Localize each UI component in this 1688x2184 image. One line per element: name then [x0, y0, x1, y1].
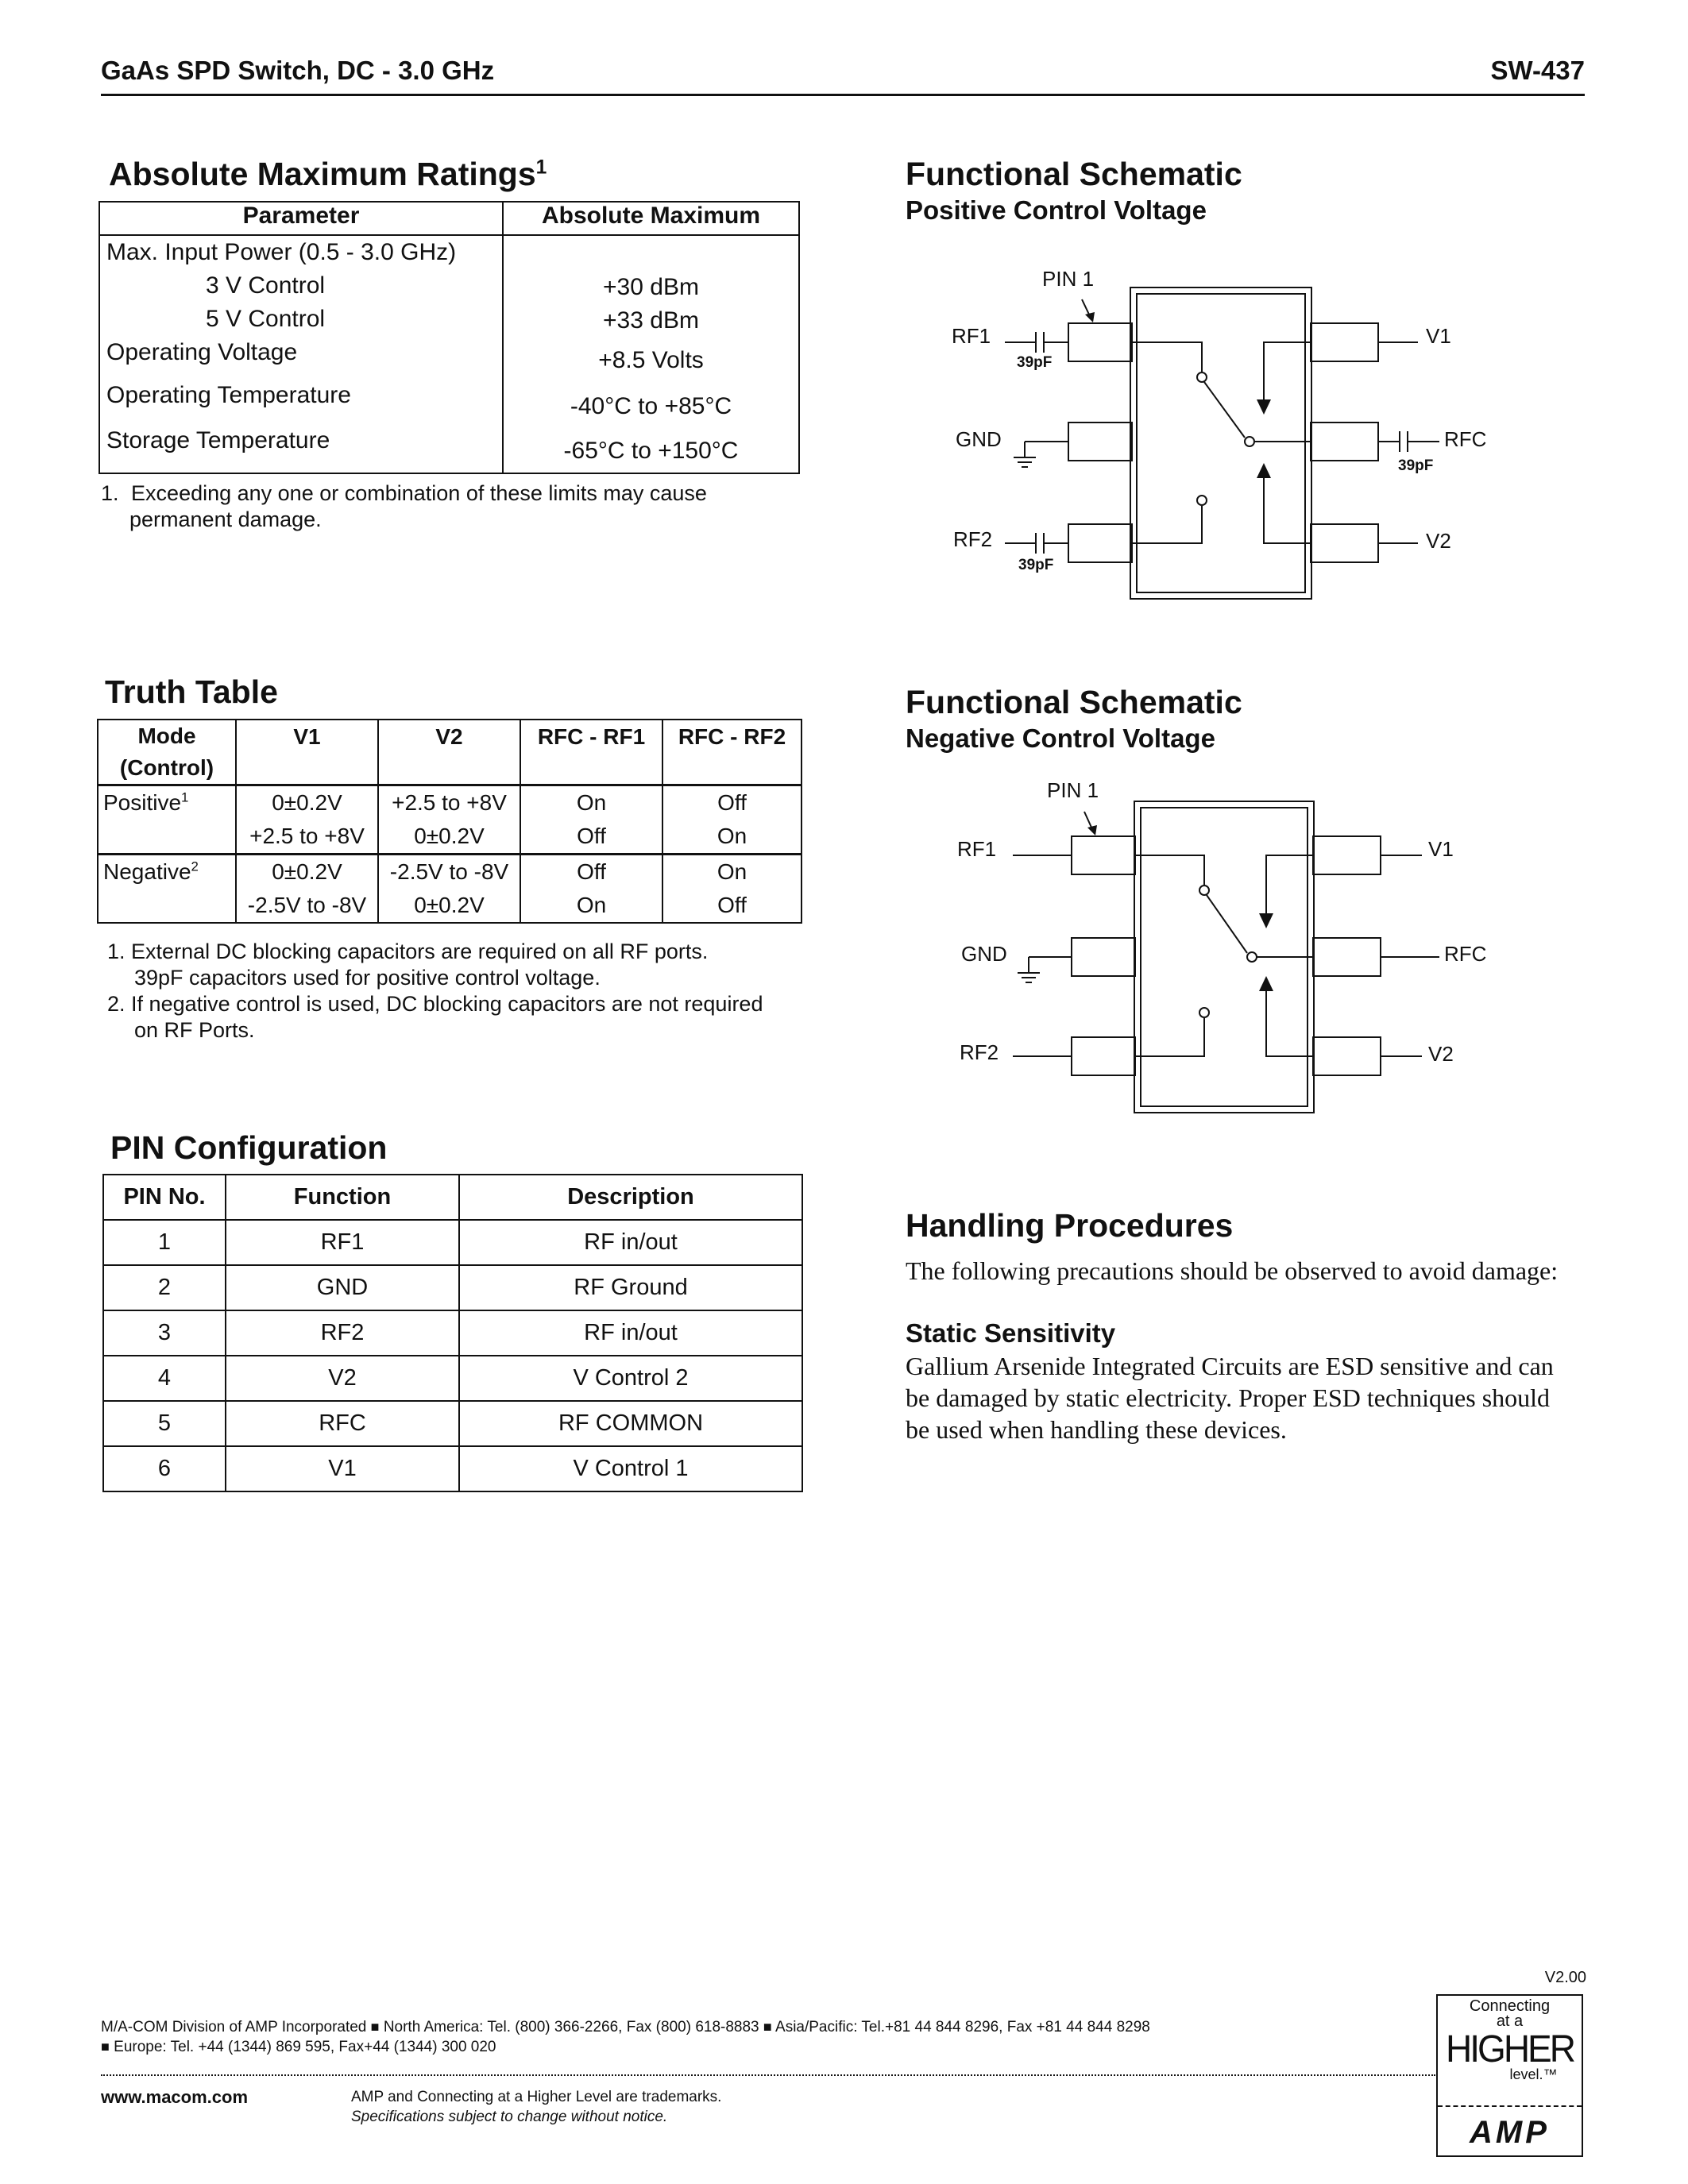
schematic-positive-subtitle: Positive Control Voltage [906, 195, 1207, 225]
pin-cell-no: 6 [103, 1446, 226, 1491]
handling-title: Handling Procedures [906, 1207, 1234, 1244]
amr-title-text: Absolute Maximum Ratings [109, 156, 536, 192]
amr-footnote-num: 1. [101, 481, 119, 505]
truth-cell: Off [662, 889, 802, 923]
footer-contacts [101, 2017, 1150, 2057]
footer-europe: Europe: Tel. +44 (1344) 869 595, Fax+44 (1344) 300 020 [114, 2039, 496, 2055]
truth-cell: +2.5 to +8V [236, 820, 378, 855]
truth-cell: On [662, 855, 802, 889]
schematic-pos-v1-label: V1 [1426, 324, 1451, 348]
truth-cell: 0±0.2V [378, 889, 520, 923]
truth-table-title: Truth Table [105, 673, 278, 710]
amr-param: Operating Temperature [106, 382, 351, 408]
footer-divider [101, 2074, 1435, 2076]
pin-cell-no: 5 [103, 1401, 226, 1446]
truth-cell: -2.5V to -8V [378, 855, 520, 889]
pin-header-no: PIN No. [103, 1175, 226, 1220]
amr-param: 5 V Control [206, 306, 326, 332]
truth-mode-sup: 2 [191, 859, 199, 874]
truth-note-text: External DC blocking capacitors are required on all RF ports. [131, 940, 709, 963]
pin-cell-no: 4 [103, 1356, 226, 1401]
bullet-icon: ■ [101, 2039, 110, 2055]
table-row [103, 1220, 802, 1265]
table-row [103, 1446, 802, 1491]
table-row [103, 1401, 802, 1446]
logo-level-text: level.™ [1509, 2066, 1558, 2082]
part-number: SW-437 [1490, 56, 1585, 85]
pin-cell-function: V1 [226, 1446, 459, 1491]
truth-cell: Off [520, 820, 662, 855]
truth-note-num: 2. [107, 992, 126, 1016]
pin-cell-description: RF in/out [459, 1220, 802, 1265]
truth-cell: -2.5V to -8V [236, 889, 378, 923]
truth-note-text: 39pF capacitors used for positive control voltage. [134, 966, 601, 990]
handling-intro: The following precautions should be observed to avoid damage: [906, 1256, 1559, 1285]
truth-cell: 0±0.2V [236, 785, 378, 820]
logo-ata-text: at a [1496, 2012, 1524, 2030]
truth-cell: Off [520, 855, 662, 889]
table-row [103, 1265, 802, 1310]
truth-header-v2: V2 [378, 720, 520, 785]
logo-higher-text: HIGHER [1446, 2026, 1574, 2070]
truth-header-mode-line: (Control) [119, 755, 214, 780]
schematic-pos-v2-label: V2 [1426, 529, 1451, 553]
amr-values-cell [503, 235, 799, 473]
amr-value: -65°C to +150°C [563, 438, 739, 464]
amp-logo-tagline [1438, 1996, 1582, 2105]
table-row [103, 1310, 802, 1356]
truth-header-v1: V1 [236, 720, 378, 785]
trademark-text: AMP and Connecting at a Higher Level are trademarks. [351, 2089, 722, 2105]
truth-mode-sup: 1 [181, 789, 189, 805]
bullet-icon: ■ [763, 2019, 772, 2035]
header-divider [101, 94, 1585, 96]
truth-cell: +2.5 to +8V [378, 785, 520, 820]
schematic-negative-diagram [937, 774, 1493, 1124]
pin-cell-function: RF1 [226, 1220, 459, 1265]
truth-footnotes [107, 939, 763, 1044]
schematic-pos-pin1-label: PIN 1 [1042, 267, 1095, 291]
schematic-neg-v1-label: V1 [1428, 837, 1454, 861]
truth-cell: Off [662, 785, 802, 820]
schematic-pos-rf1-label: RF1 [952, 324, 991, 348]
pin-cell-description: RF in/out [459, 1310, 802, 1356]
amr-param: Operating Voltage [106, 339, 298, 365]
pin-cell-description: V Control 1 [459, 1446, 802, 1491]
truth-mode-text: Negative [103, 859, 191, 884]
pin-cell-description: RF Ground [459, 1265, 802, 1310]
pin-config-title: PIN Configuration [110, 1129, 388, 1166]
truth-note-text: on RF Ports. [134, 1018, 255, 1042]
pin-header-function: Function [226, 1175, 459, 1220]
static-sensitivity-line: Gallium Arsenide Integrated Circuits are ESD sensitive and can [906, 1352, 1554, 1380]
truth-header-rf1: RFC - RF1 [520, 720, 662, 785]
schematic-positive-diagram [937, 262, 1493, 612]
pin-cell-function: GND [226, 1265, 459, 1310]
truth-cell: 0±0.2V [378, 820, 520, 855]
footer-north-america: North America: Tel. (800) 366-2266, Fax (800) 618-8883 [383, 2019, 759, 2035]
pin-cell-function: RFC [226, 1401, 459, 1446]
amr-param: Max. Input Power (0.5 - 3.0 GHz) [106, 239, 457, 265]
truth-cell: On [520, 785, 662, 820]
schematic-negative-title: Functional Schematic [906, 684, 1242, 720]
truth-header-rf2: RFC - RF2 [662, 720, 802, 785]
pin-cell-no: 3 [103, 1310, 226, 1356]
amr-value: -40°C to +85°C [570, 393, 732, 419]
schematic-neg-gnd-label: GND [961, 942, 1007, 966]
truth-mode-positive [98, 785, 236, 855]
truth-mode-text: Positive [103, 790, 182, 815]
truth-table [97, 719, 802, 924]
schematic-neg-rf1-label: RF1 [957, 837, 997, 861]
schematic-pos-cap-rf2: 39pF [1018, 557, 1054, 573]
logo-connecting-text: Connecting [1469, 1997, 1551, 2015]
truth-cell: 0±0.2V [236, 855, 378, 889]
pin-header-description: Description [459, 1175, 802, 1220]
schematic-pos-rfc-label: RFC [1444, 427, 1487, 451]
version-label: V2.00 [1544, 1969, 1586, 1986]
truth-note-text: If negative control is used, DC blocking capacitors are not required [131, 992, 763, 1016]
footer-company: M/A-COM Division of AMP Incorporated [101, 2019, 367, 2035]
pin-config-table [102, 1174, 803, 1492]
schematic-neg-pin1-label: PIN 1 [1047, 778, 1099, 802]
table-row [103, 1356, 802, 1401]
truth-note-num: 1. [107, 940, 126, 963]
truth-cell: On [520, 889, 662, 923]
logo-divider [1438, 2105, 1582, 2107]
schematic-neg-rf2-label: RF2 [960, 1040, 999, 1064]
schematic-neg-v2-label: V2 [1428, 1042, 1454, 1066]
amr-params-cell [99, 235, 503, 473]
amr-title [109, 156, 547, 193]
amr-value: +8.5 Volts [598, 347, 704, 373]
pin-cell-description: V Control 2 [459, 1356, 802, 1401]
pin-cell-description: RF COMMON [459, 1401, 802, 1446]
footer-asia-pacific: Asia/Pacific: Tel.+81 44 844 8296, Fax +81 44 844 8298 [775, 2019, 1150, 2035]
amr-param: Storage Temperature [106, 427, 330, 453]
amr-footnote-text: permanent damage. [129, 507, 322, 531]
amr-header-maximum: Absolute Maximum [503, 202, 799, 235]
static-sensitivity-line: be damaged by static electricity. Proper ESD techniques should [906, 1383, 1551, 1412]
document-title: GaAs SPD Switch, DC - 3.0 GHz [101, 56, 495, 85]
amr-footnote-text: Exceeding any one or combination of these limits may cause [131, 481, 707, 505]
pin-cell-no: 1 [103, 1220, 226, 1265]
static-sensitivity-line: be used when handling these devices. [906, 1415, 1287, 1444]
truth-header-mode [98, 720, 236, 785]
static-sensitivity-text [906, 1350, 1554, 1445]
static-sensitivity-title: Static Sensitivity [906, 1318, 1116, 1348]
amr-table [98, 201, 800, 474]
amr-title-sup: 1 [535, 156, 547, 179]
footer-trademark [351, 2087, 721, 2127]
logo-amp-text: AMP [1470, 2115, 1550, 2150]
amr-value: +33 dBm [603, 307, 699, 334]
schematic-positive-title: Functional Schematic [906, 156, 1242, 192]
amp-logo [1436, 1994, 1583, 2157]
schematic-pos-rf2-label: RF2 [953, 527, 993, 551]
schematic-pos-cap-rf1: 39pF [1017, 354, 1053, 371]
amr-footnote [101, 480, 707, 533]
bullet-icon: ■ [370, 2019, 380, 2035]
pin-cell-no: 2 [103, 1265, 226, 1310]
truth-row [98, 785, 802, 820]
website-link[interactable]: www.macom.com [101, 2087, 249, 2107]
amr-value: +30 dBm [603, 274, 699, 300]
amr-header-parameter: Parameter [99, 202, 503, 235]
truth-header-mode-line: Mode [137, 723, 196, 748]
truth-cell: On [662, 820, 802, 855]
spec-note-text: Specifications subject to change without notice. [351, 2109, 668, 2125]
truth-mode-negative [98, 855, 236, 924]
pin-cell-function: RF2 [226, 1310, 459, 1356]
pin-cell-function: V2 [226, 1356, 459, 1401]
schematic-pos-cap-rfc: 39pF [1398, 457, 1434, 474]
schematic-neg-rfc-label: RFC [1444, 942, 1487, 966]
amr-param: 3 V Control [206, 272, 326, 299]
truth-row [98, 855, 802, 889]
schematic-negative-subtitle: Negative Control Voltage [906, 723, 1215, 753]
schematic-pos-gnd-label: GND [956, 427, 1002, 451]
